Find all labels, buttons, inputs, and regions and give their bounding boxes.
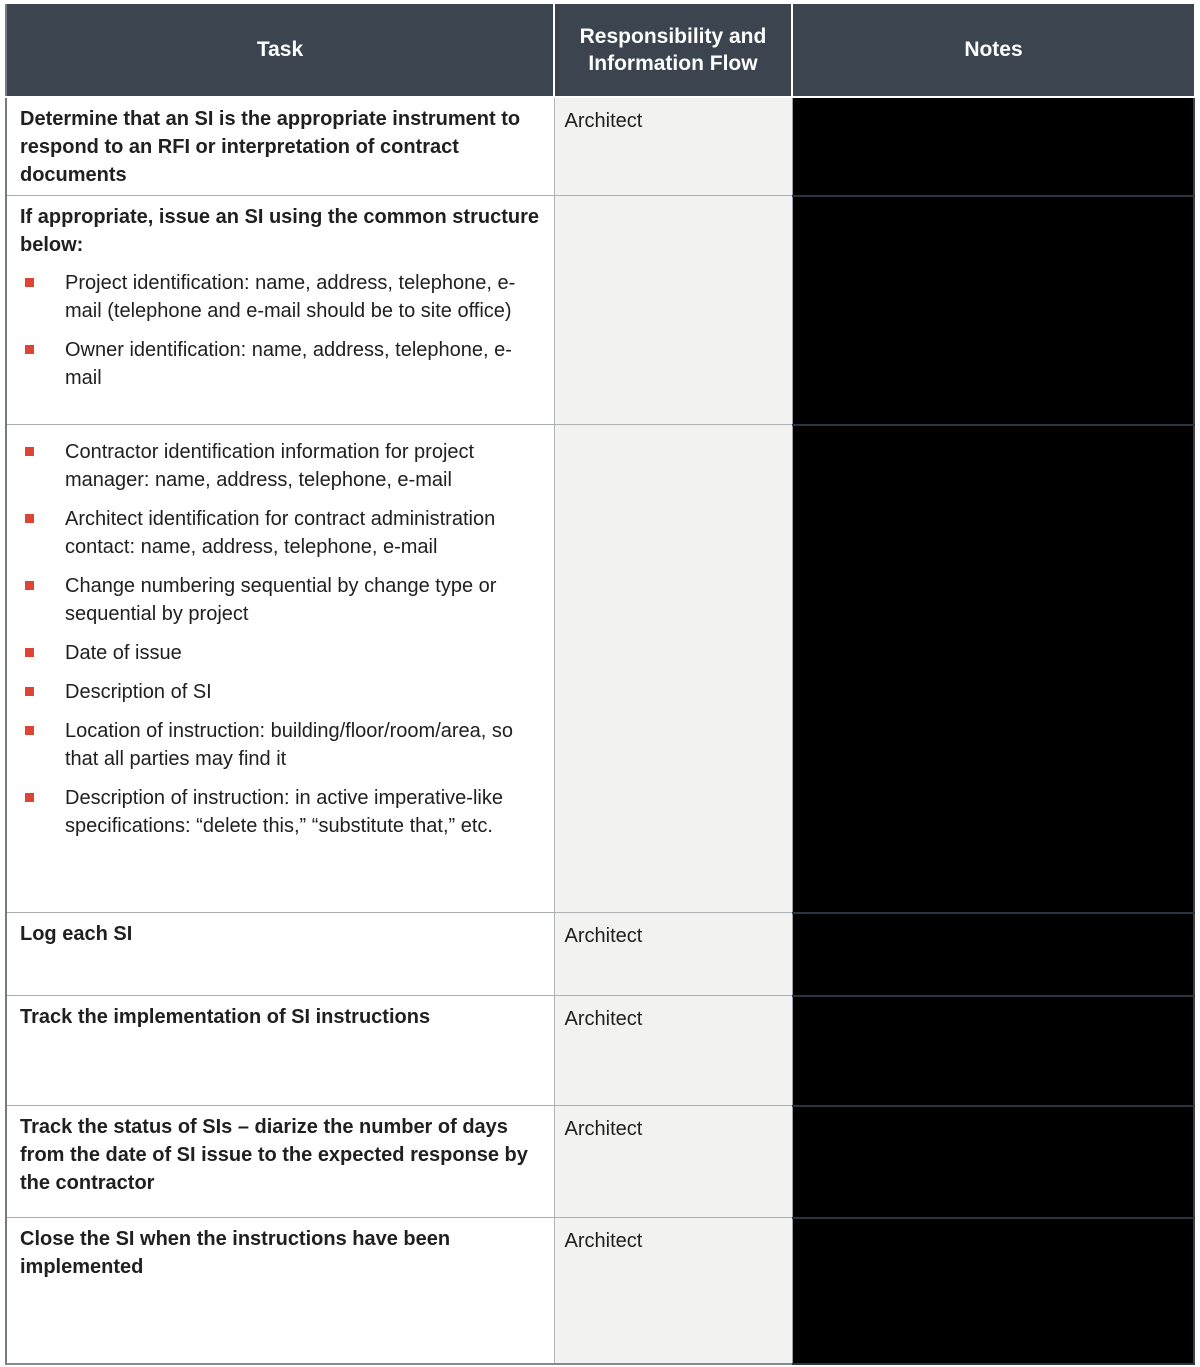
column-header-responsibility: Responsibility and Information Flow [554, 4, 792, 97]
table-row [6, 196, 1194, 425]
task-heading: Track the status of SIs – diarize the number of days from the date of SI issue to the expected response by the contractor [20, 1116, 528, 1194]
responsibility-value: Architect [564, 110, 643, 132]
task-bullet-item: Description of instruction: in active imperative-like specifications: “delete this,” “substitute that,” etc. [20, 784, 546, 840]
responsibility-cell [554, 196, 792, 425]
task-cell [6, 425, 554, 913]
task-cell [6, 1218, 554, 1364]
responsibility-cell [554, 996, 792, 1106]
responsibility-value: Architect [564, 1230, 643, 1252]
task-heading: If appropriate, issue an SI using the common structure below: [20, 206, 539, 256]
table-row [6, 425, 1194, 913]
task-bullet-item: Project identification: name, address, telephone, e-mail (telephone and e-mail should be to site office) [20, 269, 546, 325]
notes-cell-redacted [792, 996, 1194, 1106]
table-header-row [6, 4, 1194, 97]
task-heading: Close the SI when the instructions have been implemented [20, 1228, 451, 1278]
task-bullet-item: Architect identification for contract administration contact: name, address, telephone, e-mail [20, 505, 546, 561]
task-heading: Log each SI [20, 923, 133, 945]
notes-cell-redacted [792, 1106, 1194, 1218]
task-bullet-item: Location of instruction: building/floor/room/area, so that all parties may find it [20, 717, 546, 773]
task-bullet-list [20, 269, 546, 392]
responsibility-cell [554, 425, 792, 913]
table-row [6, 1106, 1194, 1218]
responsibility-value: Architect [564, 1118, 643, 1140]
notes-cell-redacted [792, 425, 1194, 913]
table-row [6, 1218, 1194, 1364]
table-row [6, 996, 1194, 1106]
responsibility-cell [554, 1106, 792, 1218]
notes-cell-redacted [792, 97, 1194, 196]
task-cell [6, 196, 554, 425]
table-row [6, 913, 1194, 996]
column-header-notes: Notes [792, 4, 1194, 97]
task-bullet-item: Description of SI [20, 678, 546, 706]
responsibility-cell [554, 913, 792, 996]
task-cell [6, 913, 554, 996]
task-bullet-item: Owner identification: name, address, telephone, e-mail [20, 336, 546, 392]
column-header-task: Task [6, 4, 554, 97]
notes-cell-redacted [792, 196, 1194, 425]
task-bullet-item: Date of issue [20, 639, 546, 667]
table-row [6, 97, 1194, 196]
notes-cell-redacted [792, 1218, 1194, 1364]
responsibility-value: Architect [564, 1008, 643, 1030]
task-cell [6, 996, 554, 1106]
task-bullet-item: Change numbering sequential by change type or sequential by project [20, 572, 546, 628]
task-cell [6, 1106, 554, 1218]
task-heading: Track the implementation of SI instructions [20, 1006, 431, 1028]
responsibility-cell [554, 97, 792, 196]
si-task-table [5, 4, 1195, 1365]
task-bullet-list [20, 438, 546, 840]
responsibility-value: Architect [564, 925, 643, 947]
task-heading: Determine that an SI is the appropriate instrument to respond to an RFI or interpretation of contract documents [20, 108, 521, 186]
responsibility-cell [554, 1218, 792, 1364]
task-cell [6, 97, 554, 196]
notes-cell-redacted [792, 913, 1194, 996]
task-bullet-item: Contractor identification information for project manager: name, address, telephone, e-mail [20, 438, 546, 494]
